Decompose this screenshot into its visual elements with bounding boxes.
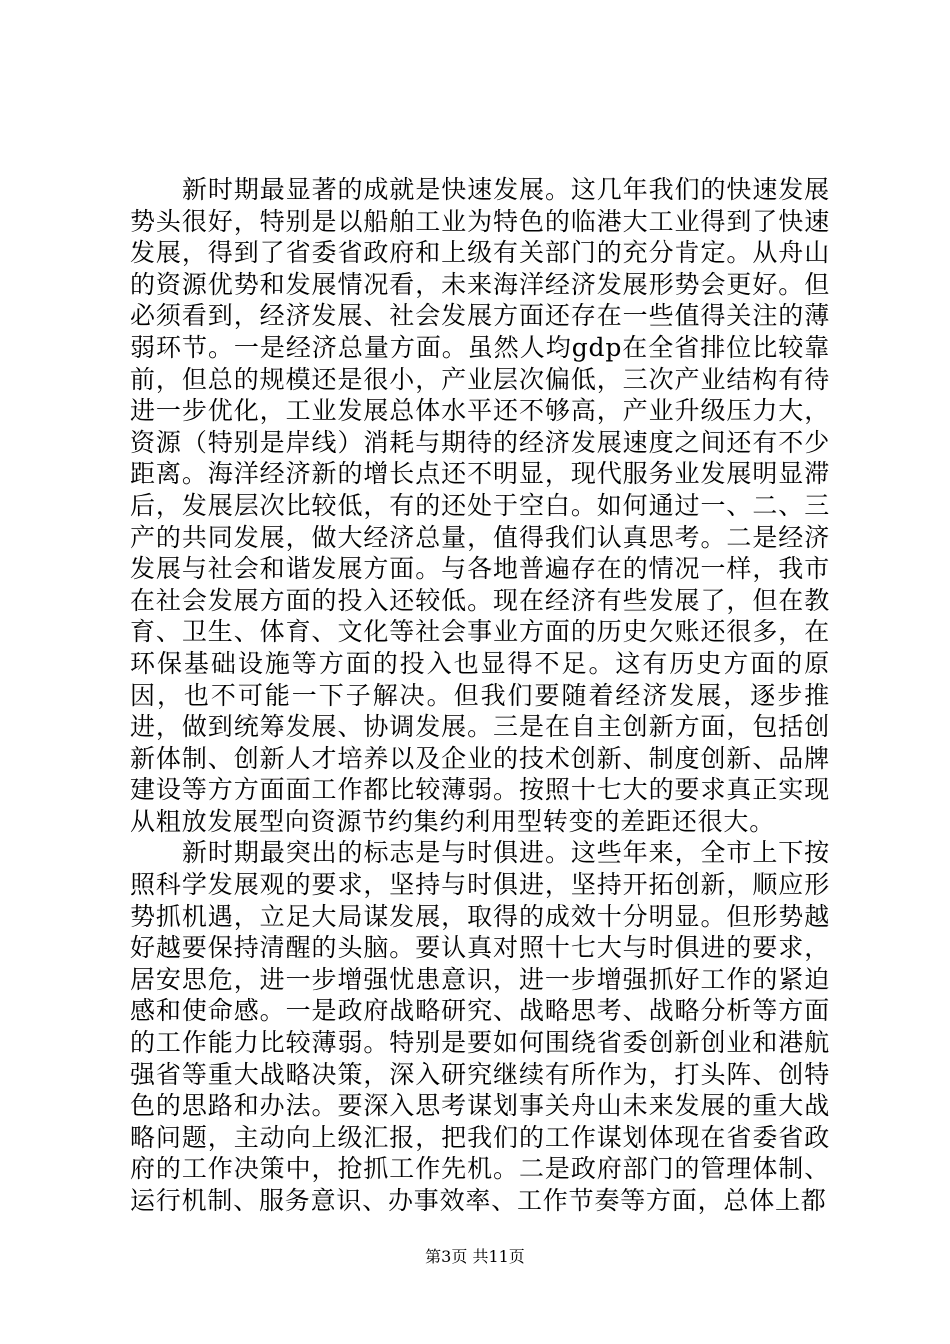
paragraph-2: 新时期最突出的标志是与时俱进。这些年来，全市上下按照科学发展观的要求，坚持与时俱进，坚持开拓创新，顺应形势抓机遇，立足大局谋发展，取得的成效十分明显。但形势越好越要保持清醒的头脑。要认真对照十七大与时俱进的要求，居安思危，进一步增强忧患意识，进一步增强抓好工作的紧迫感和使命感。一是政府战略研究、战略思考、战略分析等方面的工作能力比较薄弱。特别是要如何围绕省委创新创业和港航强省等重大战略决策，深入研究继续有所作为，打头阵、创特色的思路和办法。要深入思考谋划事关舟山未来发展的重大战略问题，主动向上级汇报，把我们的工作谋划体现在省委省政府的工作决策中，抢抓工作先机。二是政府部门的管理体制、运行机制、服务意识、办事效率、工作节奏等方面，总体上都 [130,838,830,1215]
page-number-footer: 第3页 共11页 [425,1247,525,1266]
paragraph-1: 新时期最显著的成就是快速发展。这几年我们的快速发展势头很好，特别是以船舶工业为特色的临港大工业得到了快速发展，得到了省委省政府和上级有关部门的充分肯定。从舟山的资源优势和发展情况看，未来海洋经济发展形势会更好。但必须看到，经济发展、社会发展方面还存在一些值得关注的薄弱环节。一是经济总量方面。虽然人均gdp在全省排位比较靠前，但总的规模还是很小，产业层次偏低，三次产业结构有待进一步优化，工业发展总体水平还不够高，产业升级压力大，资源（特别是岸线）消耗与期待的经济发展速度之间还有不少距离。海洋经济新的增长点还不明显，现代服务业发展明显滞后，发展层次比较低，有的还处于空白。如何通过一、二、三产的共同发展，做大经济总量，值得我们认真思考。二是经济发展与社会和谐发展方面。与各地普遍存在的情况一样，我市在社会发展方面的投入还较低。现在经济有些发展了，但在教育、卫生、体育、文化等社会事业方面的历史欠账还很多，在环保基础设施等方面的投入也显得不足。这有历史方面的原因，也不可能一下子解决。但我们要随着经济发展，逐步推进，做到统筹发展、协调发展。三是在自主创新方面，包括创新体制、创新人才培养以及企业的技术创新、制度创新、品牌建设等方方面面工作都比较薄弱。按照十七大的要求真正实现从粗放发展型向资源节约集约利用型转变的差距还很大。 [130,175,830,836]
document-body [130,174,830,1217]
